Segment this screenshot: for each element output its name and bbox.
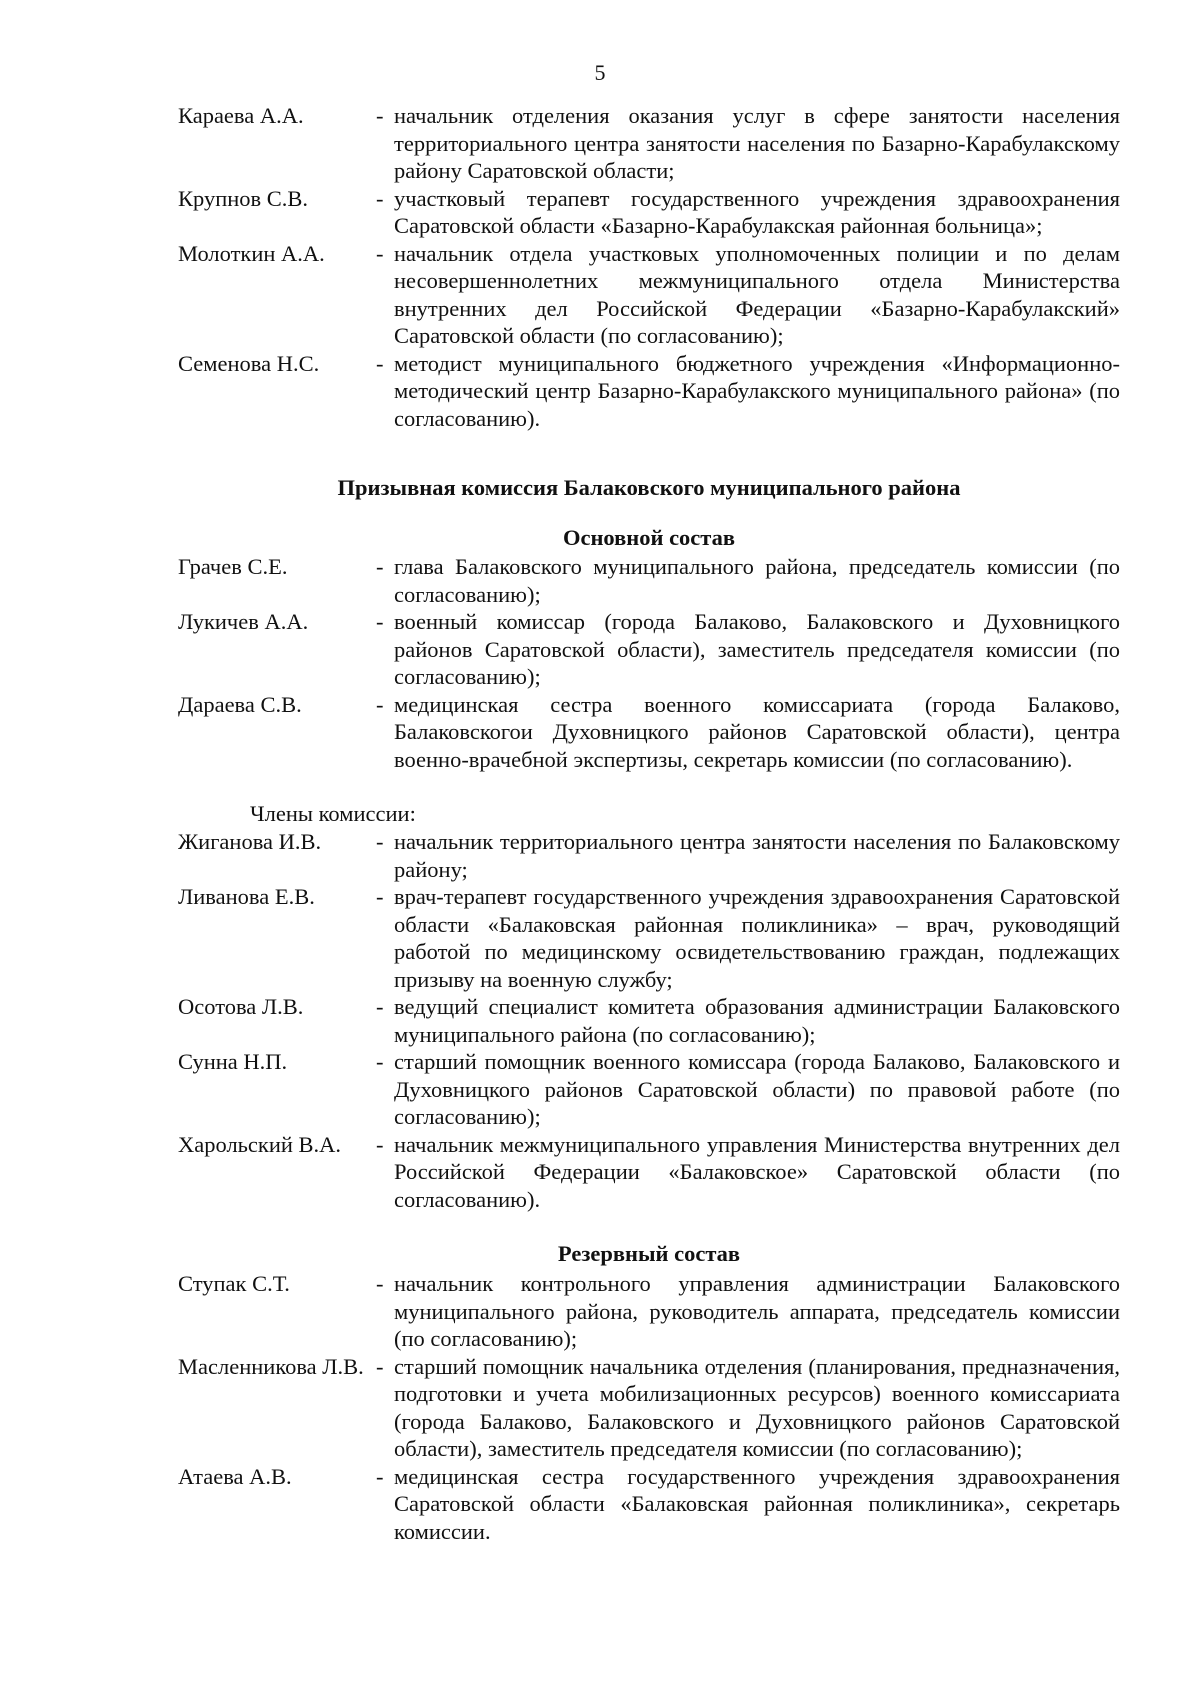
person-entry <box>178 1131 1120 1214</box>
members-label: Члены комиссии: <box>250 801 416 826</box>
person-position: ведущий специалист комитета образования администрации Балаковского муниципального района (по согласованию); <box>394 994 1120 1047</box>
person-position: врач-терапевт государственного учреждения здравоохранения Саратовской области «Балаковская районная поликлиника» – врач, руководящий работой по медицинскому освидетельствованию граждан, подлежащих призыву на военную службу; <box>394 884 1120 992</box>
person-name: Дараева С.В. <box>178 691 302 717</box>
dash: - <box>376 609 384 634</box>
person-entry <box>178 993 1120 1048</box>
person-name: Грачев С.Е. <box>178 554 288 579</box>
person-position: старший помощник военного комиссара (города Балаково, Балаковского и Духовницкого районов Саратовской области) по правовой работе (по согласованию); <box>394 1049 1120 1129</box>
person-position: старший помощник начальника отделения (планирования, предназначения, подготовки и учета мобилизационных ресурсов) военного комиссариата (города Балаково, Балаковского и Духовницкого районов Саратовской области), заместитель председателя комиссии (по согласованию); <box>394 1353 1120 1461</box>
dash: - <box>376 994 384 1019</box>
person-position: начальник территориального центра занятости населения по Балаковскому району; <box>394 829 1120 882</box>
dash: - <box>376 103 384 128</box>
person-entry <box>178 883 1120 993</box>
person-entry <box>178 608 1120 691</box>
person-name: Сунна Н.П. <box>178 1049 288 1074</box>
dash: - <box>376 691 384 717</box>
reserve-composition-list <box>178 1270 1120 1545</box>
person-name: Крупнов С.В. <box>178 185 309 211</box>
dash: - <box>376 1049 384 1074</box>
person-name: Осотова Л.В. <box>178 994 304 1019</box>
person-position: глава Балаковского муниципального района, председатель комиссии (по согласованию); <box>394 554 1120 607</box>
person-entry <box>178 350 1120 433</box>
person-position: начальник отделения оказания услуг в сфере занятости населения территориального центра занятости населения по Базарно-Карабулакскому району Саратовской области; <box>394 103 1120 183</box>
dash: - <box>376 829 384 854</box>
dash: - <box>376 1131 384 1157</box>
members-list <box>178 828 1120 1213</box>
person-entry <box>178 240 1120 350</box>
person-name: Ступак С.Т. <box>178 1271 290 1296</box>
person-position: военный комиссар (города Балаково, Балаковского и Духовницкого районов Саратовской области), заместитель председателя комиссии (по согласованию); <box>394 609 1120 689</box>
main-composition-heading: Основной состав <box>562 525 736 550</box>
main-composition-list <box>178 553 1120 773</box>
page-number: 5 <box>594 60 606 85</box>
person-entry <box>178 828 1120 883</box>
person-position: начальник отдела участковых уполномоченных полиции и по делам несовершеннолетних межмуниципального отдела Министерства внутренних дел Российской Федерации «Базарно-Карабулакский» Саратовской области (по согласованию); <box>394 240 1120 348</box>
person-name: Ливанова Е.В. <box>178 884 315 909</box>
person-entry <box>178 102 1120 185</box>
person-name: Жиганова И.В. <box>178 829 322 854</box>
person-name: Атаева А.В. <box>178 1463 292 1489</box>
group1-list <box>178 102 1120 432</box>
dash: - <box>376 1463 384 1489</box>
person-name: Караева А.А. <box>178 103 304 128</box>
person-position: медицинская сестра государственного учреждения здравоохранения Саратовской области «Балаковская районная поликлиника», секретарь комиссии. <box>394 1463 1120 1544</box>
dash: - <box>376 1353 384 1379</box>
reserve-composition-heading: Резервный состав <box>557 1241 741 1266</box>
person-entry <box>178 691 1120 774</box>
dash: - <box>376 1271 384 1296</box>
person-name: Лукичев А.А. <box>178 609 309 634</box>
dash: - <box>376 554 384 579</box>
person-position: методист муниципального бюджетного учреждения «Информационно-методический центр Базарно-Карабулакского муниципального района» (по согласованию). <box>394 350 1120 431</box>
person-position: начальник контрольного управления администрации Балаковского муниципального района, руководитель аппарата, председатель комиссии (по согласованию); <box>394 1271 1120 1351</box>
dash: - <box>376 185 384 211</box>
person-name: Харольский В.А. <box>178 1131 342 1157</box>
dash: - <box>376 350 384 376</box>
dash: - <box>376 884 384 909</box>
person-entry <box>178 1048 1120 1131</box>
person-name: Семенова Н.С. <box>178 350 320 376</box>
commission-title: Призывная комиссия Балаковского муниципального района <box>337 475 961 500</box>
person-name: Масленникова Л.В. <box>178 1353 364 1379</box>
person-entry <box>178 1353 1120 1463</box>
person-position: медицинская сестра военного комиссариата (города Балаково, Балаковскогои Духовницкого районов Саратовской области), центра военно-врачебной экспертизы, секретарь комиссии (по согласованию). <box>394 691 1120 772</box>
person-entry <box>178 553 1120 608</box>
dash: - <box>376 240 384 266</box>
person-entry <box>178 1270 1120 1353</box>
person-entry <box>178 1463 1120 1546</box>
person-name: Молоткин А.А. <box>178 240 325 266</box>
person-position: участковый терапевт государственного учреждения здравоохранения Саратовской области «Базарно-Карабулакская районная больница»; <box>394 185 1120 238</box>
person-position: начальник межмуниципального управления Министерства внутренних дел Российской Федерации «Балаковское» Саратовской области (по согласованию). <box>394 1131 1120 1212</box>
person-entry <box>178 185 1120 240</box>
